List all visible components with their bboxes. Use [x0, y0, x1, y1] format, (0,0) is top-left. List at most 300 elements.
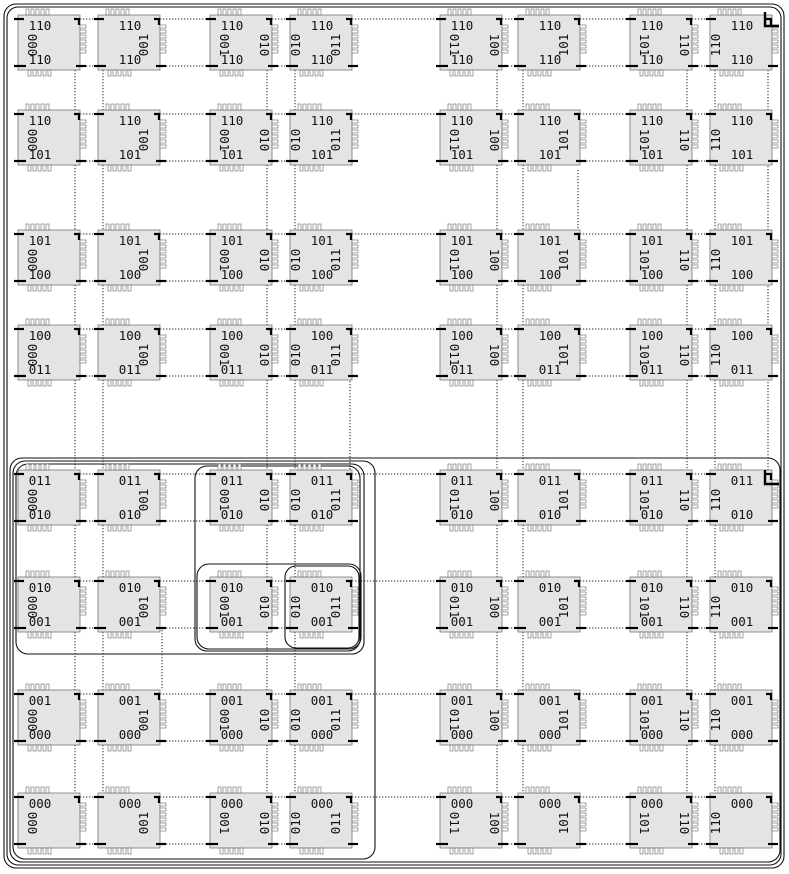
pin: [502, 803, 508, 806]
pin: [300, 285, 303, 291]
pin: [735, 848, 738, 854]
pin: [638, 464, 641, 470]
node-address-label: 110: [708, 248, 723, 272]
pin: [128, 745, 131, 751]
pin: [238, 9, 241, 15]
pin: [108, 285, 111, 291]
pin: [315, 285, 318, 291]
pin: [106, 684, 109, 690]
node-address-label: 110: [677, 128, 692, 152]
pin: [453, 224, 456, 230]
pin: [653, 464, 656, 470]
pin: [536, 319, 539, 325]
pin: [33, 848, 36, 854]
pin: [41, 104, 44, 110]
node-address-label: 101: [556, 595, 571, 619]
pin: [653, 9, 656, 15]
pin: [533, 285, 536, 291]
pin: [772, 265, 778, 268]
pin: [463, 571, 466, 577]
pin: [738, 787, 741, 793]
pin: [118, 525, 121, 531]
pin: [121, 9, 124, 15]
pin: [543, 70, 546, 76]
pin: [272, 700, 278, 703]
pin: [300, 632, 303, 638]
pin: [546, 684, 549, 690]
pin: [772, 355, 778, 358]
pin: [465, 380, 468, 386]
node-address-label: 011: [118, 473, 142, 488]
pin: [43, 165, 46, 171]
pin: [718, 224, 721, 230]
pin: [80, 607, 86, 610]
pin: [546, 9, 549, 15]
pin: [460, 70, 463, 76]
pin: [580, 350, 586, 353]
node-address-label: 101: [637, 33, 652, 57]
pin: [502, 700, 508, 703]
node-address-label: 101: [556, 248, 571, 272]
pin: [548, 745, 551, 751]
pin: [223, 571, 226, 577]
node-address-label: 101: [118, 147, 142, 162]
pin: [740, 380, 743, 386]
node-address-label: 110: [450, 52, 474, 67]
pin: [305, 380, 308, 386]
pin: [772, 803, 778, 806]
pin: [31, 104, 34, 110]
pin: [580, 485, 586, 488]
pin: [740, 165, 743, 171]
pin: [160, 35, 166, 38]
pin: [723, 464, 726, 470]
pin: [740, 525, 743, 531]
pin: [272, 240, 278, 243]
node-address-label: 101: [556, 128, 571, 152]
pin: [310, 70, 313, 76]
node-address-label: 011: [447, 128, 462, 152]
node-address-label: 011: [450, 362, 474, 377]
pin: [733, 9, 736, 15]
pin: [580, 808, 586, 811]
node-address-label: 000: [538, 796, 562, 811]
node-chip: [286, 464, 358, 531]
pin: [580, 700, 586, 703]
pin: [106, 319, 109, 325]
pin: [460, 525, 463, 531]
pin: [772, 120, 778, 123]
pin: [38, 165, 41, 171]
pin: [160, 612, 166, 615]
node-address-label: 001: [136, 128, 151, 152]
node-chip: [436, 104, 508, 171]
node-address-label: 101: [730, 147, 754, 162]
pin: [318, 319, 321, 325]
node-address-label: 011: [450, 473, 474, 488]
pin: [450, 848, 453, 854]
pin: [26, 571, 29, 577]
node-address-label: 010: [288, 343, 303, 367]
pin: [470, 848, 473, 854]
node-address-label: 100: [28, 328, 52, 343]
pin: [33, 745, 36, 751]
pin: [220, 285, 223, 291]
node-address-label: 011: [28, 473, 52, 488]
pin: [228, 104, 231, 110]
node-address-label: 101: [556, 343, 571, 367]
pin: [43, 745, 46, 751]
node-address-label: 001: [220, 693, 244, 708]
pin: [502, 340, 508, 343]
pin: [738, 571, 741, 577]
pin: [723, 9, 726, 15]
pin: [502, 480, 508, 483]
node-address-label: 110: [677, 343, 692, 367]
pin: [160, 360, 166, 363]
pin: [160, 808, 166, 811]
node-chip: [706, 684, 778, 751]
pin: [235, 70, 238, 76]
pin: [108, 380, 111, 386]
pin: [80, 500, 86, 503]
node-address-label: 110: [640, 113, 664, 128]
pin: [80, 505, 86, 508]
pin: [533, 165, 536, 171]
node-address-label: 000: [310, 796, 334, 811]
pin: [308, 319, 311, 325]
pin: [580, 30, 586, 33]
pin: [580, 803, 586, 806]
node-address-label: 011: [328, 811, 343, 835]
pin: [738, 684, 741, 690]
pin: [733, 464, 736, 470]
node-address-label: 001: [217, 595, 232, 619]
pin: [580, 602, 586, 605]
pin: [160, 500, 166, 503]
pin: [318, 9, 321, 15]
pin: [645, 745, 648, 751]
pin: [725, 525, 728, 531]
pin: [468, 224, 471, 230]
pin: [160, 120, 166, 123]
pin: [240, 380, 243, 386]
pin: [536, 684, 539, 690]
node-chip: [626, 319, 698, 386]
pin: [315, 745, 318, 751]
pin: [48, 380, 51, 386]
pin: [80, 597, 86, 600]
pin: [453, 464, 456, 470]
pin: [772, 130, 778, 133]
node-chip: [94, 571, 166, 638]
pin: [723, 224, 726, 230]
pin: [580, 35, 586, 38]
pin: [230, 165, 233, 171]
pin: [298, 224, 301, 230]
pin: [36, 684, 39, 690]
node-address-label: 011: [538, 362, 562, 377]
pin: [580, 592, 586, 595]
pin: [352, 715, 358, 718]
pin: [580, 135, 586, 138]
node-chip: [626, 104, 698, 171]
pin: [541, 9, 544, 15]
pin: [526, 104, 529, 110]
node-chip: [514, 104, 586, 171]
node-chip: [14, 571, 86, 638]
pin: [352, 340, 358, 343]
pin: [41, 684, 44, 690]
pin: [128, 848, 131, 854]
pin: [225, 380, 228, 386]
pin: [643, 9, 646, 15]
pin: [272, 592, 278, 595]
pin: [650, 380, 653, 386]
pin: [235, 745, 238, 751]
pin: [160, 250, 166, 253]
pin: [448, 684, 451, 690]
pin: [735, 380, 738, 386]
pin: [352, 710, 358, 713]
node-address-label: 110: [538, 113, 562, 128]
pin: [160, 125, 166, 128]
pin: [468, 104, 471, 110]
pin: [160, 602, 166, 605]
pin: [106, 464, 109, 470]
pin: [692, 335, 698, 338]
node-chip: [706, 571, 778, 638]
pin: [502, 592, 508, 595]
node-address-label: 101: [556, 708, 571, 732]
pin: [303, 571, 306, 577]
pin: [352, 803, 358, 806]
pin: [300, 165, 303, 171]
pin: [111, 104, 114, 110]
node-address-label: 001: [136, 248, 151, 272]
pin: [772, 360, 778, 363]
pin: [728, 9, 731, 15]
pin: [531, 684, 534, 690]
pin: [733, 104, 736, 110]
pin: [541, 224, 544, 230]
pin: [450, 745, 453, 751]
pin: [733, 787, 736, 793]
node-chip: [206, 9, 278, 76]
node-address-label: 010: [450, 507, 474, 522]
pin: [123, 848, 126, 854]
pin: [502, 587, 508, 590]
pin: [240, 70, 243, 76]
pin: [80, 705, 86, 708]
pin: [235, 165, 238, 171]
pin: [315, 380, 318, 386]
pin: [720, 632, 723, 638]
pin: [580, 813, 586, 816]
pin: [772, 50, 778, 53]
node-address-label: 011: [28, 362, 52, 377]
pin: [220, 632, 223, 638]
node-address-label: 000: [450, 727, 474, 742]
node-address-label: 101: [556, 33, 571, 57]
pin: [502, 485, 508, 488]
pin: [453, 319, 456, 325]
pin: [448, 9, 451, 15]
pin: [41, 9, 44, 15]
pin: [450, 70, 453, 76]
pin: [580, 25, 586, 28]
pin: [118, 745, 121, 751]
pin: [310, 632, 313, 638]
pin: [240, 632, 243, 638]
pin: [728, 464, 731, 470]
pin: [31, 571, 34, 577]
node-address-label: 101: [637, 343, 652, 367]
node-address-label: 100: [640, 267, 664, 282]
pin: [538, 848, 541, 854]
pin: [730, 745, 733, 751]
pin: [80, 715, 86, 718]
pin: [352, 260, 358, 263]
pin: [228, 224, 231, 230]
node-address-label: 110: [538, 18, 562, 33]
pin: [725, 70, 728, 76]
pin: [113, 165, 116, 171]
pin: [305, 285, 308, 291]
pin: [320, 165, 323, 171]
pin: [645, 525, 648, 531]
pin: [718, 571, 721, 577]
pin: [160, 480, 166, 483]
pin: [38, 525, 41, 531]
pin: [113, 380, 116, 386]
pin: [645, 632, 648, 638]
pin: [80, 612, 86, 615]
pin: [538, 70, 541, 76]
pin: [113, 70, 116, 76]
pin: [26, 787, 29, 793]
pin: [465, 745, 468, 751]
pin: [453, 571, 456, 577]
node-address-label: 110: [677, 248, 692, 272]
node-address-label: 010: [118, 580, 142, 595]
node-address-label: 110: [450, 113, 474, 128]
pin: [80, 135, 86, 138]
node-address-label: 100: [118, 328, 142, 343]
pin: [305, 165, 308, 171]
node-chip: [626, 224, 698, 291]
pin: [352, 350, 358, 353]
pin: [303, 9, 306, 15]
node-address-label: 100: [730, 267, 754, 282]
node-chip: [286, 224, 358, 291]
pin: [543, 525, 546, 531]
pin: [772, 828, 778, 831]
node-address-label: 100: [487, 811, 502, 835]
pin: [46, 224, 49, 230]
pin: [533, 380, 536, 386]
pin: [352, 612, 358, 615]
pin: [645, 70, 648, 76]
pin: [548, 632, 551, 638]
pin: [546, 571, 549, 577]
pin: [28, 380, 31, 386]
pin: [318, 787, 321, 793]
pin: [235, 632, 238, 638]
pin: [160, 25, 166, 28]
pin: [650, 632, 653, 638]
pin: [41, 319, 44, 325]
pin: [653, 684, 656, 690]
pin: [536, 224, 539, 230]
pin: [238, 104, 241, 110]
pin: [645, 165, 648, 171]
pin: [640, 632, 643, 638]
pin: [772, 345, 778, 348]
pin: [315, 525, 318, 531]
pin: [526, 571, 529, 577]
node-address-label: 000: [25, 595, 40, 619]
node-address-label: 011: [328, 343, 343, 367]
pin: [740, 632, 743, 638]
pin: [80, 25, 86, 28]
pin: [580, 140, 586, 143]
pin: [772, 255, 778, 258]
pin: [448, 464, 451, 470]
pin: [640, 380, 643, 386]
pin: [455, 70, 458, 76]
pin: [80, 485, 86, 488]
pin: [298, 9, 301, 15]
pin: [660, 525, 663, 531]
pin: [352, 240, 358, 243]
pin: [41, 464, 44, 470]
pin: [80, 120, 86, 123]
pin: [465, 70, 468, 76]
node-address-label: 100: [487, 33, 502, 57]
pin: [298, 319, 301, 325]
pin: [303, 224, 306, 230]
node-address-label: 010: [538, 580, 562, 595]
pin: [160, 135, 166, 138]
pin: [352, 265, 358, 268]
pin: [725, 165, 728, 171]
pin: [660, 632, 663, 638]
pin: [108, 70, 111, 76]
pin: [640, 745, 643, 751]
node-address-label: 010: [118, 507, 142, 522]
pin: [228, 684, 231, 690]
pin: [26, 464, 29, 470]
pin: [218, 787, 221, 793]
pin: [305, 70, 308, 76]
pin: [80, 125, 86, 128]
pin: [160, 245, 166, 248]
node-chip: [206, 319, 278, 386]
pin: [272, 485, 278, 488]
node-address-label: 101: [28, 233, 52, 248]
pin: [116, 571, 119, 577]
node-address-label: 101: [637, 811, 652, 835]
node-address-label: 001: [538, 693, 562, 708]
pin: [658, 224, 661, 230]
pin: [121, 464, 124, 470]
pin: [48, 165, 51, 171]
pin: [80, 130, 86, 133]
pin: [738, 464, 741, 470]
pin: [352, 480, 358, 483]
pin: [733, 319, 736, 325]
